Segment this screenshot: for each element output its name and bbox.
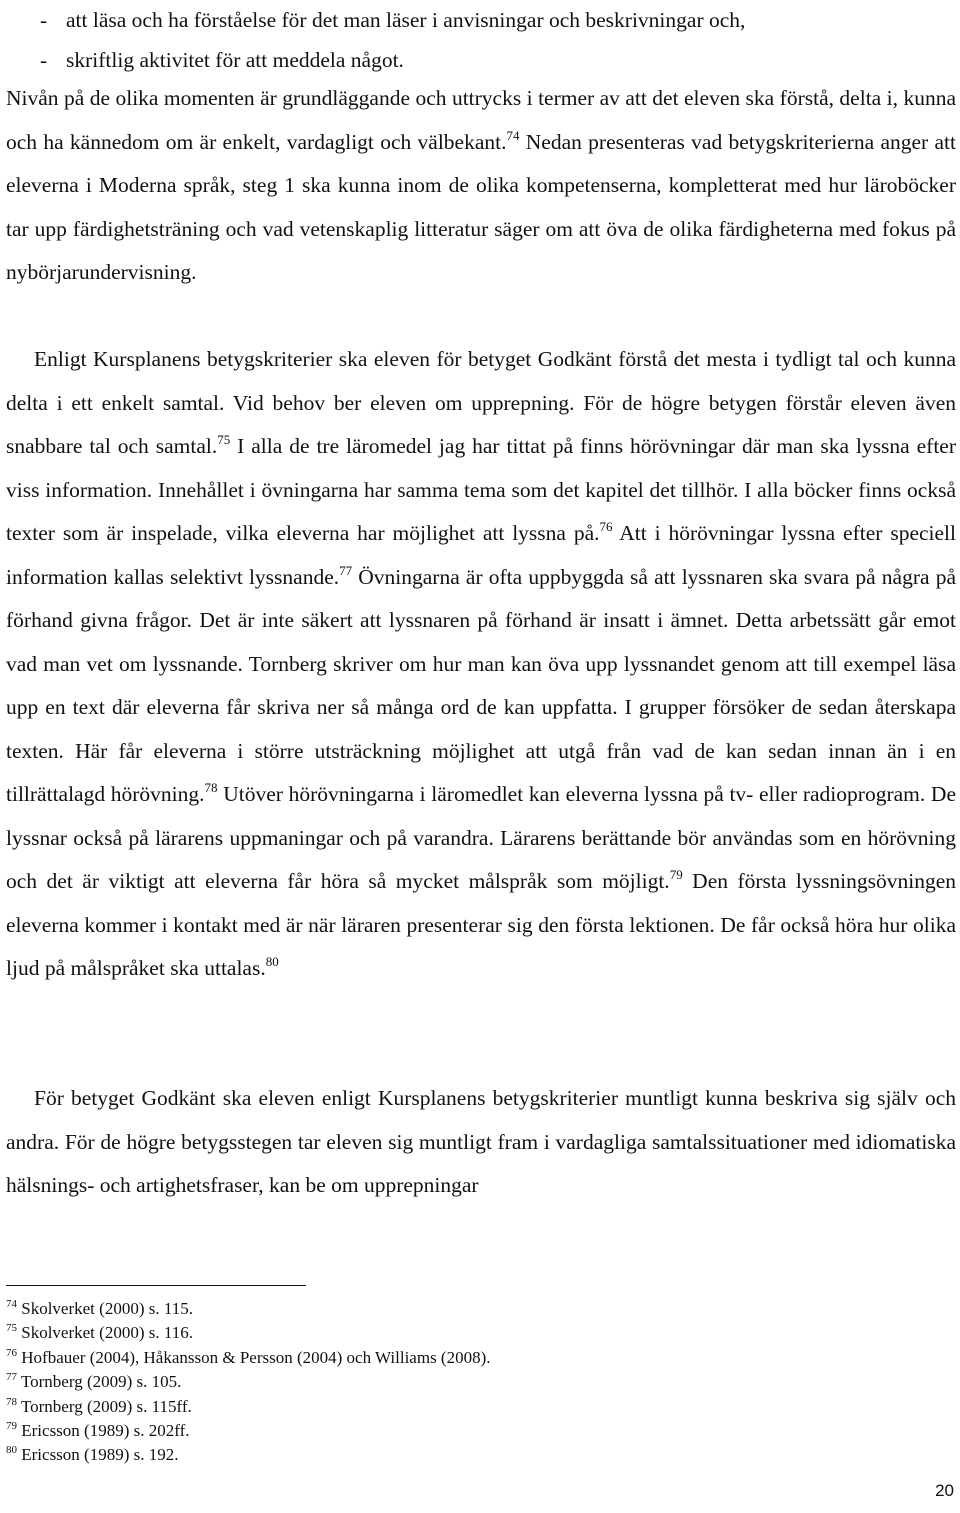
paragraph-text: Att i hörövningar lyssna efter speciell information kallas selektivt lyssnande. [6,521,956,589]
page-number: 20 [935,1481,954,1500]
paragraph-text: I alla de tre läromedel jag har tittat på finns hörövningar där man ska lyssna efter viss information. Innehållet i övningarna har samma tema som det kapitel det tillhör. I alla böcker finns också texter som är inspelade, vilka eleverna har möjlighet att lyssna på. [6,434,956,545]
footnote-text: Tornberg (2009) s. 115ff. [20,1396,192,1416]
list-item-text: att läsa och ha förståelse för det man läser i anvisningar och beskrivningar och, [66,8,746,32]
list-item [0,40,960,80]
footnote [6,1321,946,1345]
list-marker: - [40,8,48,32]
paragraph-listening [6,338,956,991]
footnote-ref: 80 [265,954,279,969]
footnote-text: Ericsson (1989) s. 202ff. [21,1421,190,1441]
footnotes [6,1297,946,1468]
list-marker: - [40,48,48,72]
paragraph-speaking [6,1077,956,1208]
list-item [0,0,960,40]
footnote-number: 80 [6,1444,17,1457]
footnote-ref: 78 [204,780,218,795]
list-item-text: skriftlig aktivitet för att meddela något. [66,48,404,72]
footnote-number: 76 [6,1346,17,1359]
footnote-text: Tornberg (2009) s. 105. [20,1372,182,1392]
paragraph-text: Nedan presenteras vad betygskriterierna anger att eleverna i Moderna språk, steg 1 ska kunna inom de olika kompetenserna, kompletterat med hur läroböcker tar upp färdighetsträning och vad vetenskaplig litteratur säger om att öva de olika färdigheterna med fokus på nybörjarundervisning. [6,129,956,284]
paragraph-text: Den första lyssningsövningen eleverna kommer i kontakt med är när läraren presenterar sig den första lektionen. De får också höra hur olika ljud på målspråket ska uttalas. [6,869,956,980]
footnote-number: 77 [6,1371,17,1384]
footnote-text: Ericsson (1989) s. 192. [21,1445,179,1465]
footnote-number: 74 [6,1298,17,1310]
paragraph-text: Nivån på de olika momenten är grundläggande och uttrycks i termer av att det eleven ska förstå, delta i, kunna och ha kännedom om är enkelt, vardagligt och välbekant. [6,86,956,154]
footnote-ref: 76 [599,519,613,534]
footnote-ref: 77 [339,562,353,578]
footnote-ref: 75 [217,432,231,447]
paragraph-text: Övningarna är ofta uppbyggda så att lyssnaren ska svara på några på förhand givna frågor. Det är inte säkert att lyssnaren på förhand är insatt i ämnet. Detta arbetssätt går emot vad man vet om lyssnande. Tornberg skriver om hur man kan öva upp lyssnandet genom att till exempel läsa upp en text där eleverna får skriva ner så många ord de kan uppfatta. I grupper försöker de sedan återskapa texten. Här får eleverna i större utsträckning möjlighet att utgå från vad de kan sedan innan än i en tillrättalagd hörövning. [6,564,956,806]
footnote-text: Skolverket (2000) s. 116. [21,1323,193,1343]
footnote-number: 79 [6,1420,17,1433]
footnote-number: 75 [6,1322,17,1335]
footnote [6,1443,946,1467]
paragraph-text: Utöver hörövningarna i läromedlet kan eleverna lyssna på tv- eller radioprogram. De lyssnar också på lärarens uppmaningar och på varandra. Lärarens berättande bör användas som en hörövning och det är viktigt att eleverna får höra så mycket målspråk som möjligt. [6,782,956,893]
footnote [6,1297,946,1321]
paragraph-intro [6,77,956,295]
footnote [6,1370,946,1394]
footnote-text: Hofbauer (2004), Håkansson & Persson (2004) och Williams (2008). [21,1347,491,1367]
paragraph-text: För betyget Godkänt ska eleven enligt Kursplanens betygskriterier muntligt kunna beskriva sig själv och andra. För de högre betygsstegen tar eleven sig muntligt fram i vardagliga samtalssituationer med idiomatiska hälsnings- och artighetsfraser, kan be om upprepningar [6,1086,956,1197]
footnote-ref: 79 [669,867,683,882]
footnote-text: Skolverket (2000) s. 115. [21,1299,193,1318]
footnote [6,1346,946,1370]
footnote-separator [6,1285,306,1286]
bullet-list [0,0,960,80]
footnote-ref: 74 [506,127,520,143]
footnote [6,1419,946,1443]
footnote-number: 78 [6,1395,17,1408]
footnote [6,1395,946,1419]
paragraph-text: Enligt Kursplanens betygskriterier ska eleven för betyget Godkänt förstå det mesta i tydligt tal och kunna delta i ett enkelt samtal. Vid behov ber eleven om upprepning. För de högre betygen förstår eleven även snabbare tal och samtal. [6,347,956,458]
